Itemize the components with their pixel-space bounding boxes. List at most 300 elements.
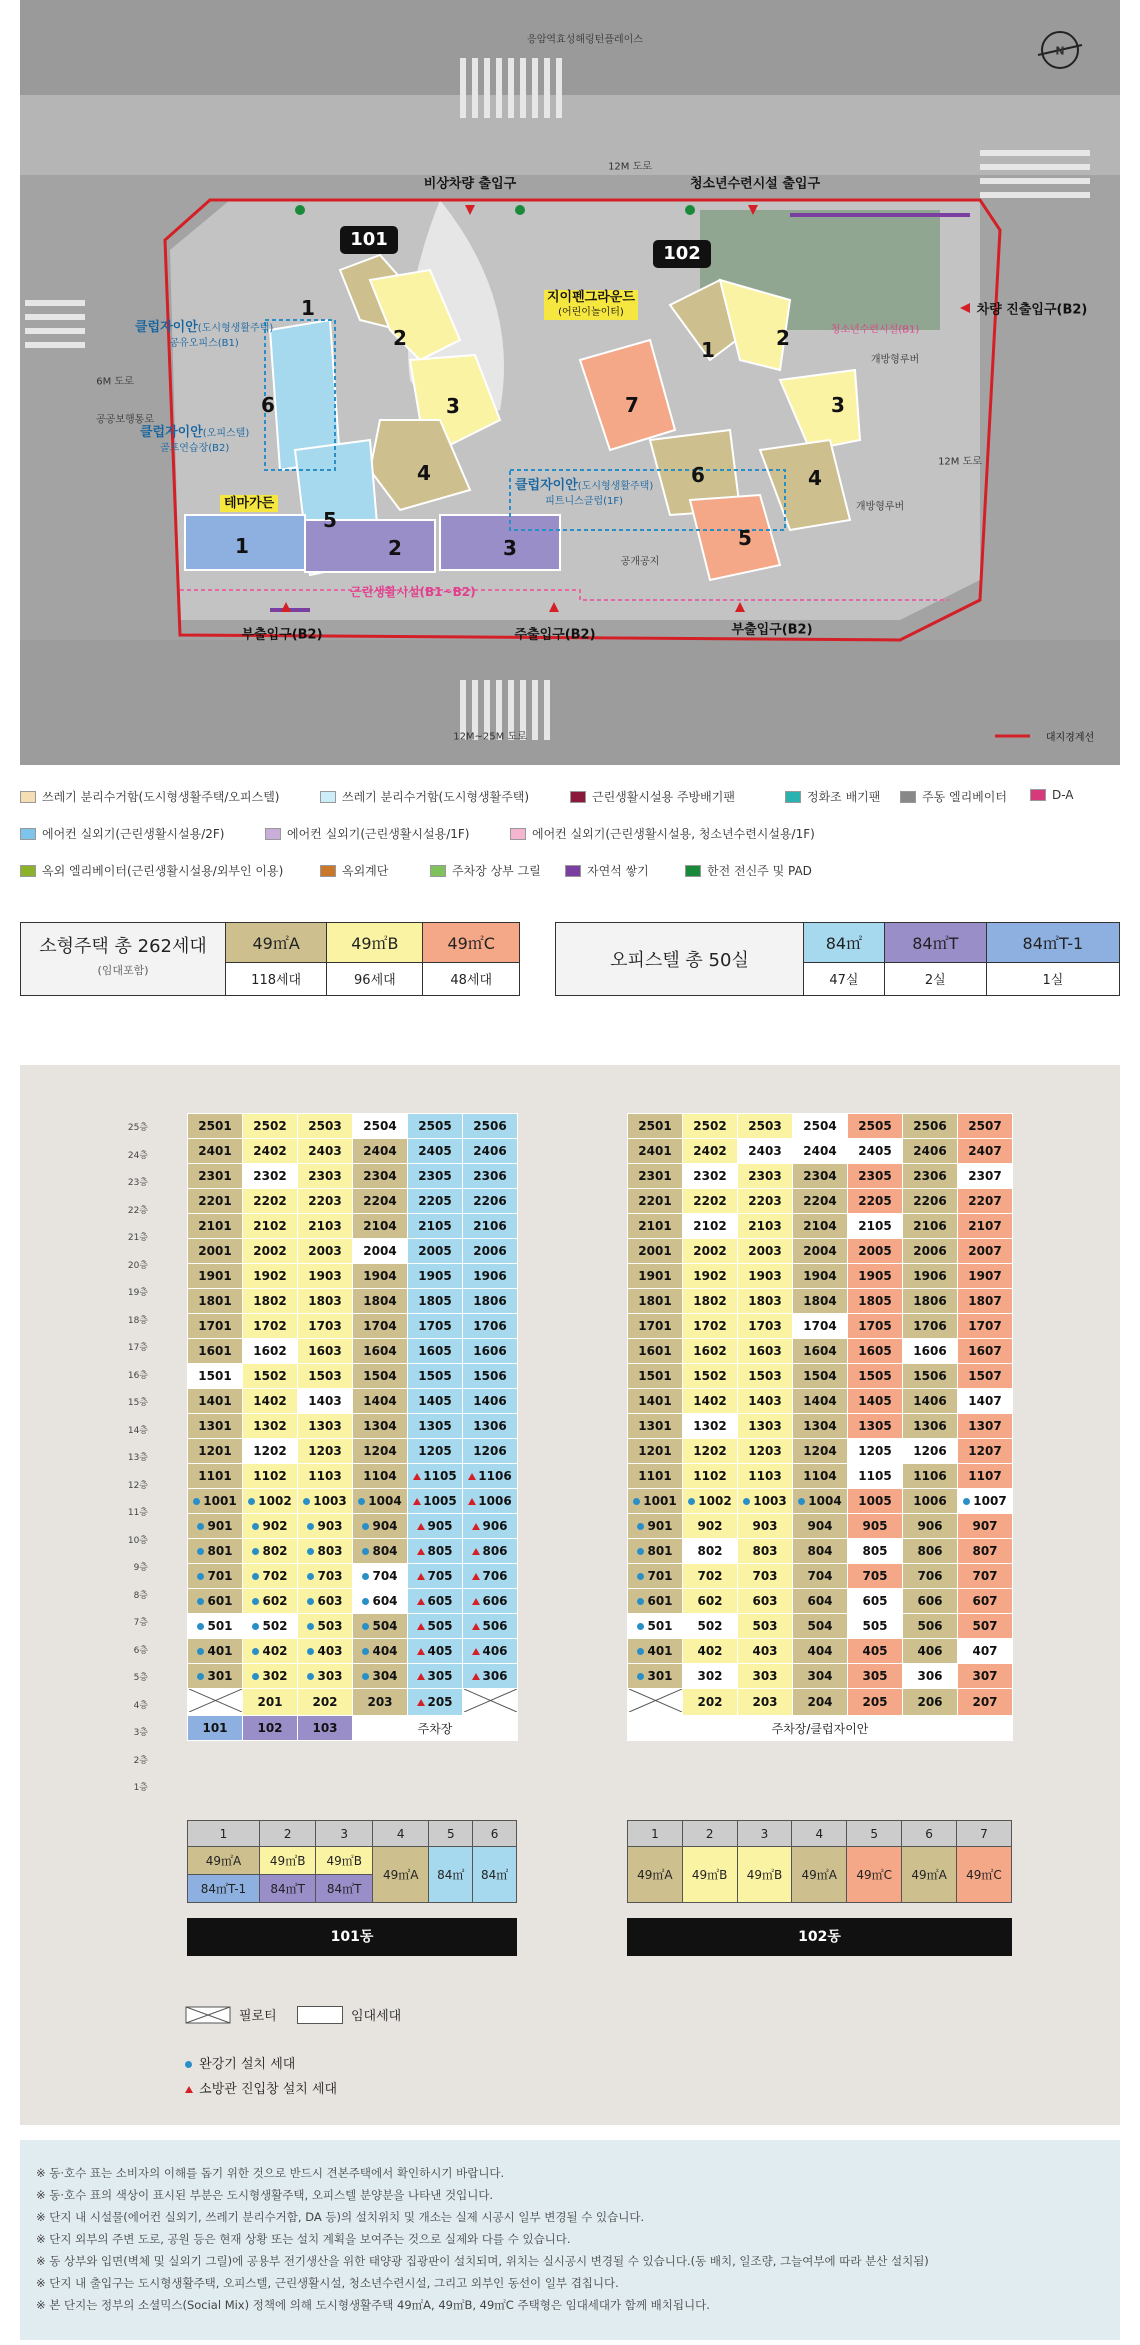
b101-num-1: 1 bbox=[301, 296, 315, 320]
unit-cell: 305 bbox=[848, 1664, 903, 1689]
slow-descender-icon bbox=[252, 1548, 259, 1555]
open-louver-label-1: 개방형루버 bbox=[870, 354, 920, 366]
unit-cell: 1601 bbox=[628, 1339, 683, 1364]
legend-label: 자연석 쌓기 bbox=[587, 864, 649, 878]
unit-cell: 1404 bbox=[353, 1389, 408, 1414]
legend-item bbox=[1030, 788, 1074, 802]
unit-cell: 2202 bbox=[243, 1189, 298, 1214]
unit-cell: 1505 bbox=[848, 1364, 903, 1389]
fire-entry-icon bbox=[417, 1573, 425, 1580]
slow-descender-icon bbox=[252, 1523, 259, 1530]
floor-label: 10층 bbox=[127, 1535, 148, 1546]
unit-cell: 506 bbox=[903, 1614, 958, 1639]
type-cell-low: 84㎡T bbox=[259, 1875, 316, 1903]
slow-descender-icon bbox=[303, 1498, 310, 1505]
parking-cell: 주차장 bbox=[353, 1716, 518, 1741]
unit-cell: 1802 bbox=[683, 1289, 738, 1314]
unit-cell: 2304 bbox=[793, 1164, 848, 1189]
unit-cell: 2507 bbox=[958, 1114, 1013, 1139]
slow-descender-icon bbox=[798, 1498, 805, 1505]
unit-cell: 1201 bbox=[188, 1439, 243, 1464]
unit-cell: 2206 bbox=[903, 1189, 958, 1214]
entrance-sub-right: 부출입구(B2) bbox=[731, 622, 813, 638]
unit-cell: 703 bbox=[738, 1564, 793, 1589]
legend-label: 에어컨 실외기(근린생활시설용/1F) bbox=[287, 827, 470, 841]
unit-cell: 902 bbox=[243, 1514, 298, 1539]
unit-cell: 504 bbox=[793, 1614, 848, 1639]
fire-entry-icon bbox=[472, 1548, 480, 1555]
unit-cell: 1104 bbox=[793, 1464, 848, 1489]
unit-cell: 2306 bbox=[903, 1164, 958, 1189]
slow-descender-icon bbox=[307, 1548, 314, 1555]
unit-cell: 201 bbox=[243, 1689, 298, 1716]
road-label-6m: 6M 도로 bbox=[96, 376, 134, 388]
unit-cell: 703 bbox=[298, 1564, 353, 1589]
fire-entry-icon bbox=[417, 1548, 425, 1555]
unit-cell: 1103 bbox=[738, 1464, 793, 1489]
unit-cell: 2301 bbox=[628, 1164, 683, 1189]
floor-label: 20층 bbox=[127, 1260, 148, 1271]
note-line: ※ 동 상부와 입면(벽체 및 실외기 그릴)에 공용부 전기생산을 위한 태양광 집광판이 설치되며, 위치는 실시공시 변경될 수 있습니다.(동 배치, 일조량, 그늘여부에 따라 분산 설치됨) bbox=[36, 2254, 929, 2268]
unit-cell: 1706 bbox=[463, 1314, 518, 1339]
notes-box bbox=[20, 2140, 1120, 2340]
unit-cell: 1801 bbox=[628, 1289, 683, 1314]
unit-cell: 301 bbox=[188, 1664, 243, 1689]
type-col-header: 2 bbox=[682, 1821, 737, 1847]
unit-cell: 603 bbox=[298, 1589, 353, 1614]
unit-cell: 502 bbox=[243, 1614, 298, 1639]
unit-cell: 1403 bbox=[738, 1389, 793, 1414]
unit-cell: 1604 bbox=[793, 1339, 848, 1364]
unit-cell: 503 bbox=[298, 1614, 353, 1639]
slow-descender-icon bbox=[252, 1573, 259, 1580]
unit-cell: 1705 bbox=[408, 1314, 463, 1339]
floor-label: 17층 bbox=[127, 1343, 148, 1353]
floor-label: 14층 bbox=[127, 1425, 148, 1436]
unit-cell: 903 bbox=[738, 1514, 793, 1539]
slow-descender-icon bbox=[637, 1673, 644, 1680]
unit-cell: 2201 bbox=[188, 1189, 243, 1214]
unit-cell: 1602 bbox=[243, 1339, 298, 1364]
summary-count-49b: 96세대 bbox=[327, 962, 423, 995]
unit-cell: 1203 bbox=[298, 1439, 353, 1464]
type-table-101 bbox=[187, 1820, 517, 1903]
legend-label: 주차장 상부 그릴 bbox=[452, 864, 541, 878]
unit-cell: 206 bbox=[903, 1689, 958, 1716]
fire-entry-icon bbox=[468, 1498, 476, 1505]
unit-cell: 1501 bbox=[188, 1364, 243, 1389]
boundary-label: 대지경계선 bbox=[1045, 732, 1095, 744]
unit-cell: 504 bbox=[353, 1614, 408, 1639]
unit-cell: 1703 bbox=[298, 1314, 353, 1339]
summary-type-84t1: 84㎡T-1 bbox=[986, 923, 1119, 963]
unit-cell: 1604 bbox=[353, 1339, 408, 1364]
type-cell: 49㎡B bbox=[316, 1847, 373, 1875]
unit-cell: 904 bbox=[353, 1514, 408, 1539]
unit-cell: 805 bbox=[848, 1539, 903, 1564]
unit-cell: 903 bbox=[298, 1514, 353, 1539]
unit-cell: 401 bbox=[188, 1639, 243, 1664]
unit-cell: 202 bbox=[683, 1689, 738, 1716]
unit-cell-ground: 102 bbox=[243, 1716, 298, 1741]
unit-cell: 1001 bbox=[188, 1489, 243, 1514]
unit-cell: 1005 bbox=[408, 1489, 463, 1514]
fire-entry-icon bbox=[472, 1523, 480, 1530]
unit-cell: 1303 bbox=[738, 1414, 793, 1439]
unit-cell: 2502 bbox=[243, 1114, 298, 1139]
unit-cell: 2205 bbox=[408, 1189, 463, 1214]
unit-cell: 2302 bbox=[683, 1164, 738, 1189]
unit-cell: 901 bbox=[188, 1514, 243, 1539]
unit-cell: 1903 bbox=[738, 1264, 793, 1289]
b101-num-4: 4 bbox=[417, 461, 431, 485]
legend-rental bbox=[297, 2005, 401, 2024]
unit-cell: 2206 bbox=[463, 1189, 518, 1214]
unit-cell: 705 bbox=[408, 1564, 463, 1589]
unit-cell: 2101 bbox=[188, 1214, 243, 1239]
b101-num-1b: 1 bbox=[235, 534, 249, 558]
unit-cell: 2503 bbox=[738, 1114, 793, 1139]
floor-label: 25층 bbox=[127, 1123, 148, 1133]
unit-cell: 2501 bbox=[188, 1114, 243, 1139]
public-space-label: 공개공지 bbox=[620, 556, 660, 568]
unit-cell: 2504 bbox=[793, 1114, 848, 1139]
fire-entry-icon bbox=[472, 1673, 480, 1680]
unit-cell: 1306 bbox=[463, 1414, 518, 1439]
type-col-header: 1 bbox=[628, 1821, 683, 1847]
entrance-main: 주출입구(B2) bbox=[514, 627, 596, 643]
unit-cell: 1001 bbox=[628, 1489, 683, 1514]
legend-item bbox=[685, 862, 812, 879]
type-cell: 49㎡B bbox=[682, 1847, 737, 1903]
unit-cell: 306 bbox=[463, 1664, 518, 1689]
fire-entry-icon bbox=[185, 2086, 193, 2093]
slow-descender-icon bbox=[637, 1573, 644, 1580]
unit-cell: 2106 bbox=[463, 1214, 518, 1239]
note-line: ※ 본 단지는 정부의 소셜믹스(Social Mix) 정책에 의해 도시형생활주택 49㎡A, 49㎡B, 49㎡C 주택형은 임대세대가 함께 배치됩니다. bbox=[36, 2298, 710, 2312]
summary-type-84t: 84㎡T bbox=[884, 923, 986, 963]
dong-badge-101: 101 bbox=[340, 226, 398, 254]
unit-cell: 304 bbox=[353, 1664, 408, 1689]
type-col-header: 3 bbox=[737, 1821, 792, 1847]
unit-cell: 1407 bbox=[958, 1389, 1013, 1414]
slow-descender-icon bbox=[362, 1673, 369, 1680]
unit-cell: 1601 bbox=[188, 1339, 243, 1364]
unit-cell: 1501 bbox=[628, 1364, 683, 1389]
unit-cell: 1804 bbox=[793, 1289, 848, 1314]
unit-cell: 1502 bbox=[243, 1364, 298, 1389]
unit-cell: 1003 bbox=[738, 1489, 793, 1514]
unit-cell: 1302 bbox=[243, 1414, 298, 1439]
unit-cell: 1602 bbox=[683, 1339, 738, 1364]
unit-cell: 603 bbox=[738, 1589, 793, 1614]
floor-label: 2층 bbox=[133, 1755, 148, 1766]
unit-cell: 505 bbox=[408, 1614, 463, 1639]
unit-cell: 1403 bbox=[298, 1389, 353, 1414]
unit-cell: 402 bbox=[683, 1639, 738, 1664]
floor-label: 13층 bbox=[127, 1453, 148, 1463]
unit-cell: 2003 bbox=[738, 1239, 793, 1264]
type-cell: 49㎡A bbox=[188, 1847, 260, 1875]
type-cell: 49㎡A bbox=[792, 1847, 847, 1903]
fire-entry-icon bbox=[472, 1573, 480, 1580]
unit-cell: 2305 bbox=[848, 1164, 903, 1189]
unit-cell: 1404 bbox=[793, 1389, 848, 1414]
unit-cell: 2306 bbox=[463, 1164, 518, 1189]
unit-cell: 1603 bbox=[738, 1339, 793, 1364]
unit-cell: 1201 bbox=[628, 1439, 683, 1464]
unit-cell: 1005 bbox=[848, 1489, 903, 1514]
unit-cell: 2202 bbox=[683, 1189, 738, 1214]
unit-cell: 1904 bbox=[353, 1264, 408, 1289]
unit-cell: 1702 bbox=[243, 1314, 298, 1339]
unit-cell: 706 bbox=[903, 1564, 958, 1589]
site-plan-drawing bbox=[20, 0, 1120, 765]
type-col-header: 6 bbox=[473, 1821, 517, 1847]
theme-garden-label: 테마가든 bbox=[220, 495, 278, 512]
unit-cell: 2103 bbox=[738, 1214, 793, 1239]
unit-cell: 2506 bbox=[903, 1114, 958, 1139]
unit-cell: 2007 bbox=[958, 1239, 1013, 1264]
unit-cell: 1102 bbox=[683, 1464, 738, 1489]
unit-cell: 804 bbox=[353, 1539, 408, 1564]
legend-swatch bbox=[320, 791, 336, 803]
floor-label: 11층 bbox=[127, 1508, 148, 1518]
legend-piloti bbox=[185, 2005, 277, 2024]
floor-label: 9층 bbox=[133, 1563, 148, 1573]
unit-cell: 2504 bbox=[353, 1114, 408, 1139]
legend-item bbox=[20, 825, 224, 842]
unit-cell: 607 bbox=[958, 1589, 1013, 1614]
type-col-header: 5 bbox=[429, 1821, 473, 1847]
piloti-icon bbox=[185, 2006, 231, 2024]
dong-label-101: 101동 bbox=[187, 1918, 517, 1956]
unit-cell: 1401 bbox=[628, 1389, 683, 1414]
unit-cell: 1503 bbox=[738, 1364, 793, 1389]
unit-cell: 2301 bbox=[188, 1164, 243, 1189]
type-col-header: 4 bbox=[372, 1821, 428, 1847]
unit-cell: 1502 bbox=[683, 1364, 738, 1389]
legend-label: 쓰레기 분리수거함(도시형생활주택) bbox=[342, 790, 530, 804]
piloti-icon bbox=[629, 1689, 682, 1712]
unit-cell: 2305 bbox=[408, 1164, 463, 1189]
fire-entry-icon bbox=[417, 1673, 425, 1680]
floor-label: 12층 bbox=[127, 1480, 148, 1491]
unit-cell: 806 bbox=[463, 1539, 518, 1564]
unit-cell: 1606 bbox=[463, 1339, 518, 1364]
slow-descender-icon bbox=[688, 1498, 695, 1505]
floor-label: 1층 bbox=[133, 1783, 148, 1793]
road-label-bottom: 12M~25M 도로 bbox=[453, 731, 527, 743]
unit-cell: 803 bbox=[298, 1539, 353, 1564]
type-cell: 49㎡C bbox=[847, 1847, 902, 1903]
unit-cell: 1002 bbox=[683, 1489, 738, 1514]
floor-label: 4층 bbox=[133, 1700, 148, 1711]
b102-num-7: 7 bbox=[625, 393, 639, 417]
unit-cell: 2404 bbox=[353, 1139, 408, 1164]
slow-descender-icon bbox=[963, 1498, 970, 1505]
road-label-top: 응암역효성해링턴플레이스 bbox=[527, 34, 643, 46]
unit-cell: 701 bbox=[628, 1564, 683, 1589]
parking-club-cell: 주차장/클럽자이안 bbox=[628, 1716, 1013, 1741]
unit-cell: 2204 bbox=[353, 1189, 408, 1214]
legend-swatch bbox=[785, 791, 801, 803]
slow-descender-icon bbox=[637, 1548, 644, 1555]
unit-cell: 1107 bbox=[958, 1464, 1013, 1489]
b102-num-1: 1 bbox=[701, 338, 715, 362]
summary-small-sub: (임대포함) bbox=[97, 964, 149, 977]
unit-cell: 305 bbox=[408, 1664, 463, 1689]
unit-cell: 307 bbox=[958, 1664, 1013, 1689]
legend-piloti-label: 필로티 bbox=[239, 2009, 277, 2024]
slow-descender-icon bbox=[743, 1498, 750, 1505]
unit-cell: 2406 bbox=[463, 1139, 518, 1164]
note-line: ※ 단지 내 출입구는 도시형생활주택, 오피스텔, 근린생활시설, 청소년수련시설, 그리고 외부인 동선이 일부 겹칩니다. bbox=[36, 2276, 619, 2290]
slow-descender-icon bbox=[252, 1598, 259, 1605]
legend-swatch bbox=[20, 791, 36, 803]
floor-label: 15층 bbox=[127, 1398, 148, 1408]
unit-cell: 2105 bbox=[848, 1214, 903, 1239]
unit-cell: 1102 bbox=[243, 1464, 298, 1489]
unit-cell: 1305 bbox=[408, 1414, 463, 1439]
unit-cell: 1205 bbox=[848, 1439, 903, 1464]
unit-cell: 1305 bbox=[848, 1414, 903, 1439]
unit-cell: 2002 bbox=[243, 1239, 298, 1264]
legend-swatch bbox=[900, 791, 916, 803]
unit-cell: 403 bbox=[298, 1639, 353, 1664]
unit-cell: 2402 bbox=[243, 1139, 298, 1164]
unit-cell: 1204 bbox=[793, 1439, 848, 1464]
unit-cell: 2303 bbox=[298, 1164, 353, 1189]
type-col-header: 3 bbox=[316, 1821, 373, 1847]
unit-cell: 1007 bbox=[958, 1489, 1013, 1514]
unit-cell: 1504 bbox=[793, 1364, 848, 1389]
note-line: ※ 동·호수 표는 소비자의 이해를 돕기 위한 것으로 반드시 견본주택에서 확인하시기 바랍니다. bbox=[36, 2166, 505, 2180]
unit-cell: 705 bbox=[848, 1564, 903, 1589]
legend-swatch bbox=[265, 828, 281, 840]
unit-grid-102 bbox=[627, 1113, 1013, 1741]
legend-label: 한전 전신주 및 PAD bbox=[707, 864, 812, 878]
legend-item bbox=[565, 862, 649, 879]
floor-label: 18층 bbox=[127, 1315, 148, 1326]
unit-cell: 1202 bbox=[683, 1439, 738, 1464]
legend-slow-label: 완강기 설치 세대 bbox=[199, 2057, 296, 2072]
slow-descender-icon bbox=[358, 1498, 365, 1505]
unit-cell: 1603 bbox=[298, 1339, 353, 1364]
slow-descender-icon bbox=[307, 1523, 314, 1530]
fire-entry-icon bbox=[413, 1498, 421, 1505]
unit-cell: 1707 bbox=[958, 1314, 1013, 1339]
unit-cell: 503 bbox=[738, 1614, 793, 1639]
unit-cell: 2104 bbox=[793, 1214, 848, 1239]
club-fitness-label: 클럽자이안(도시형생활주택) 피트니스클럽(1F) bbox=[515, 478, 654, 507]
floor-label: 21층 bbox=[127, 1233, 148, 1243]
unit-cell: 1505 bbox=[408, 1364, 463, 1389]
summary-count-49c: 48세대 bbox=[423, 962, 520, 995]
type-cell-low: 84㎡T-1 bbox=[188, 1875, 260, 1903]
floor-label: 22층 bbox=[127, 1205, 148, 1216]
neighborhood-label: 근린생활시설(B1~B2) bbox=[350, 585, 476, 599]
unit-cell bbox=[628, 1689, 683, 1716]
road-label-12m-top: 12M 도로 bbox=[608, 161, 652, 173]
legend-label: D-A bbox=[1052, 788, 1074, 802]
unit-cell-ground: 101 bbox=[188, 1716, 243, 1741]
slow-descender-icon bbox=[362, 1548, 369, 1555]
unit-cell: 203 bbox=[738, 1689, 793, 1716]
unit-cell: 302 bbox=[243, 1664, 298, 1689]
b102-num-2: 2 bbox=[776, 326, 790, 350]
unit-cell: 1804 bbox=[353, 1289, 408, 1314]
slow-descender-icon bbox=[248, 1498, 255, 1505]
b101-num-3b: 3 bbox=[503, 536, 517, 560]
legend-swatch bbox=[510, 828, 526, 840]
unit-cell: 1607 bbox=[958, 1339, 1013, 1364]
summary-type-49b: 49㎡B bbox=[327, 923, 423, 963]
unit-cell: 506 bbox=[463, 1614, 518, 1639]
unit-cell: 2406 bbox=[903, 1139, 958, 1164]
floor-label: 3층 bbox=[133, 1728, 148, 1738]
unit-cell: 404 bbox=[353, 1639, 408, 1664]
unit-cell: 1405 bbox=[848, 1389, 903, 1414]
unit-cell: 2501 bbox=[628, 1114, 683, 1139]
unit-cell: 906 bbox=[903, 1514, 958, 1539]
unit-cell: 1002 bbox=[243, 1489, 298, 1514]
b101-num-3: 3 bbox=[446, 394, 460, 418]
dong-badge-102: 102 bbox=[653, 240, 711, 268]
unit-cell: 1905 bbox=[848, 1264, 903, 1289]
unit-cell: 1802 bbox=[243, 1289, 298, 1314]
unit-cell: 303 bbox=[298, 1664, 353, 1689]
unit-cell: 2102 bbox=[243, 1214, 298, 1239]
unit-cell bbox=[188, 1689, 243, 1716]
unit-cell: 1507 bbox=[958, 1364, 1013, 1389]
unit-cell: 2506 bbox=[463, 1114, 518, 1139]
unit-grid-panel bbox=[20, 1065, 1120, 2125]
unit-cell: 406 bbox=[903, 1639, 958, 1664]
unit-cell: 602 bbox=[683, 1589, 738, 1614]
entrance-emergency: 비상차량 출입구 bbox=[423, 176, 517, 192]
summary-officetel bbox=[555, 922, 1120, 996]
type-cell: 49㎡A bbox=[902, 1847, 957, 1903]
piloti-icon bbox=[464, 1689, 517, 1712]
summary-type-84: 84㎡ bbox=[804, 923, 885, 963]
unit-cell: 1405 bbox=[408, 1389, 463, 1414]
unit-cell: 1304 bbox=[353, 1414, 408, 1439]
unit-cell: 1807 bbox=[958, 1289, 1013, 1314]
unit-cell: 203 bbox=[353, 1689, 408, 1716]
legend-rental-label: 임대세대 bbox=[351, 2009, 402, 2024]
slow-descender-icon bbox=[197, 1548, 204, 1555]
unit-cell: 1506 bbox=[463, 1364, 518, 1389]
unit-cell: 302 bbox=[683, 1664, 738, 1689]
unit-cell: 2401 bbox=[628, 1139, 683, 1164]
unit-cell bbox=[463, 1689, 518, 1716]
type-col-header: 7 bbox=[956, 1821, 1011, 1847]
unit-cell: 601 bbox=[188, 1589, 243, 1614]
unit-cell: 904 bbox=[793, 1514, 848, 1539]
unit-cell: 2403 bbox=[298, 1139, 353, 1164]
unit-cell: 902 bbox=[683, 1514, 738, 1539]
type-cell: 49㎡A bbox=[628, 1847, 683, 1903]
slow-descender-icon bbox=[307, 1623, 314, 1630]
unit-cell: 1701 bbox=[188, 1314, 243, 1339]
unit-cell: 403 bbox=[738, 1639, 793, 1664]
unit-cell: 405 bbox=[408, 1639, 463, 1664]
unit-cell: 905 bbox=[848, 1514, 903, 1539]
unit-cell: 1503 bbox=[298, 1364, 353, 1389]
legend-item bbox=[265, 825, 469, 842]
unit-cell: 205 bbox=[848, 1689, 903, 1716]
